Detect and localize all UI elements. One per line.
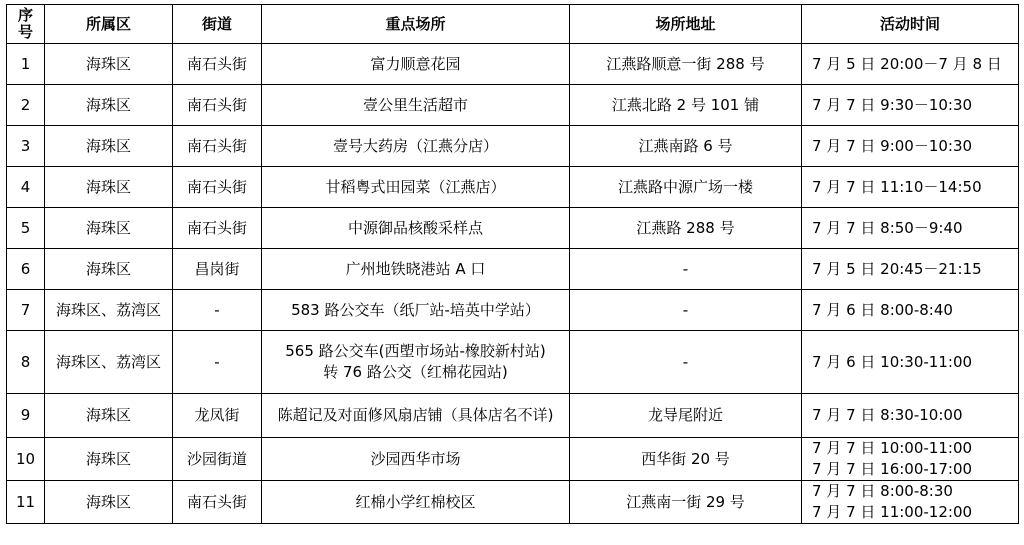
cell-street: 南石头街 bbox=[173, 481, 262, 524]
cell-time: 7 月 7 日 9:00－10:30 bbox=[802, 126, 1019, 167]
cell-street: 南石头街 bbox=[173, 208, 262, 249]
header-district: 所属区 bbox=[45, 5, 173, 44]
cell-district: 海珠区 bbox=[45, 126, 173, 167]
table-row bbox=[7, 394, 1019, 438]
table-row bbox=[7, 126, 1019, 167]
table-row bbox=[7, 290, 1019, 331]
cell-place: 红棉小学红棉校区 bbox=[262, 481, 570, 524]
cell-district: 海珠区 bbox=[45, 208, 173, 249]
header-street: 街道 bbox=[173, 5, 262, 44]
header-time: 活动时间 bbox=[802, 5, 1019, 44]
cell-address: 江燕南路 6 号 bbox=[570, 126, 802, 167]
cell-seq: 10 bbox=[7, 438, 45, 481]
cell-address: 江燕路 288 号 bbox=[570, 208, 802, 249]
cell-district: 海珠区 bbox=[45, 394, 173, 438]
cell-seq: 1 bbox=[7, 44, 45, 85]
cell-district: 海珠区 bbox=[45, 249, 173, 290]
cell-district: 海珠区、荔湾区 bbox=[45, 331, 173, 394]
table-row bbox=[7, 85, 1019, 126]
cell-district: 海珠区 bbox=[45, 167, 173, 208]
cell-time: 7 月 5 日 20:45－21:15 bbox=[802, 249, 1019, 290]
place-text: 陈超记及对面修风扇店铺（具体店名不详) bbox=[277, 406, 554, 424]
cell-time: 7 月 7 日 8:30-10:00 bbox=[802, 394, 1019, 438]
header-place: 重点场所 bbox=[262, 5, 570, 44]
cell-street: 南石头街 bbox=[173, 126, 262, 167]
cell-address: 江燕路顺意一街 288 号 bbox=[570, 44, 802, 85]
cell-seq: 9 bbox=[7, 394, 45, 438]
cell-seq: 6 bbox=[7, 249, 45, 290]
table-wrapper bbox=[6, 4, 1019, 524]
cell-street: - bbox=[173, 290, 262, 331]
cell-time: 7 月 6 日 8:00-8:40 bbox=[802, 290, 1019, 331]
cell-seq: 7 bbox=[7, 290, 45, 331]
cell-address: - bbox=[570, 249, 802, 290]
cell-seq: 4 bbox=[7, 167, 45, 208]
cell-time: 7 月 7 日 8:00-8:30 7 月 7 日 11:00-12:00 bbox=[802, 481, 1019, 524]
header-seq bbox=[7, 5, 45, 44]
cell-time: 7 月 6 日 10:30-11:00 bbox=[802, 331, 1019, 394]
table-row bbox=[7, 331, 1019, 394]
table-body bbox=[7, 44, 1019, 524]
table-row bbox=[7, 481, 1019, 524]
cell-place: 富力顺意花园 bbox=[262, 44, 570, 85]
cell-address: 西华街 20 号 bbox=[570, 438, 802, 481]
cell-seq: 5 bbox=[7, 208, 45, 249]
cell-place: 565 路公交车(西塱市场站-橡胶新村站) 转 76 路公交（红棉花园站) bbox=[262, 331, 570, 394]
table-row bbox=[7, 249, 1019, 290]
cell-address: - bbox=[570, 331, 802, 394]
cell-street: 南石头街 bbox=[173, 167, 262, 208]
key-locations-table bbox=[6, 4, 1019, 524]
cell-seq: 2 bbox=[7, 85, 45, 126]
cell-street: 南石头街 bbox=[173, 85, 262, 126]
cell-district: 海珠区、荔湾区 bbox=[45, 290, 173, 331]
cell-place bbox=[262, 394, 570, 438]
table-row bbox=[7, 44, 1019, 85]
cell-place: 壹号大药房（江燕分店） bbox=[262, 126, 570, 167]
cell-place: 壹公里生活超市 bbox=[262, 85, 570, 126]
cell-place: 中源御品核酸采样点 bbox=[262, 208, 570, 249]
cell-place: 广州地铁晓港站 A 口 bbox=[262, 249, 570, 290]
cell-address: 江燕南一街 29 号 bbox=[570, 481, 802, 524]
header-address: 场所地址 bbox=[570, 5, 802, 44]
cell-street: 昌岗街 bbox=[173, 249, 262, 290]
cell-seq: 11 bbox=[7, 481, 45, 524]
cell-address: - bbox=[570, 290, 802, 331]
cell-street: 龙凤街 bbox=[173, 394, 262, 438]
cell-street: - bbox=[173, 331, 262, 394]
cell-time: 7 月 7 日 8:50－9:40 bbox=[802, 208, 1019, 249]
cell-address: 江燕路中源广场一楼 bbox=[570, 167, 802, 208]
cell-time: 7 月 7 日 11:10－14:50 bbox=[802, 167, 1019, 208]
cell-place: 沙园西华市场 bbox=[262, 438, 570, 481]
cell-district: 海珠区 bbox=[45, 85, 173, 126]
cell-place: 583 路公交车（纸厂站-培英中学站） bbox=[262, 290, 570, 331]
cell-street: 沙园街道 bbox=[173, 438, 262, 481]
cell-time: 7 月 7 日 9:30－10:30 bbox=[802, 85, 1019, 126]
table-row bbox=[7, 167, 1019, 208]
cell-district: 海珠区 bbox=[45, 44, 173, 85]
cell-district: 海珠区 bbox=[45, 481, 173, 524]
cell-address: 江燕北路 2 号 101 铺 bbox=[570, 85, 802, 126]
cell-address: 龙导尾附近 bbox=[570, 394, 802, 438]
table-row bbox=[7, 438, 1019, 481]
header-seq-label: 序 号 bbox=[17, 6, 33, 41]
cell-time: 7 月 7 日 10:00-11:00 7 月 7 日 16:00-17:00 bbox=[802, 438, 1019, 481]
cell-time: 7 月 5 日 20:00－7 月 8 日 bbox=[802, 44, 1019, 85]
cell-seq: 3 bbox=[7, 126, 45, 167]
cell-street: 南石头街 bbox=[173, 44, 262, 85]
table-row bbox=[7, 208, 1019, 249]
cell-district: 海珠区 bbox=[45, 438, 173, 481]
header-row bbox=[7, 5, 1019, 44]
cell-seq: 8 bbox=[7, 331, 45, 394]
cell-place: 甘稻粤式田园菜（江燕店） bbox=[262, 167, 570, 208]
